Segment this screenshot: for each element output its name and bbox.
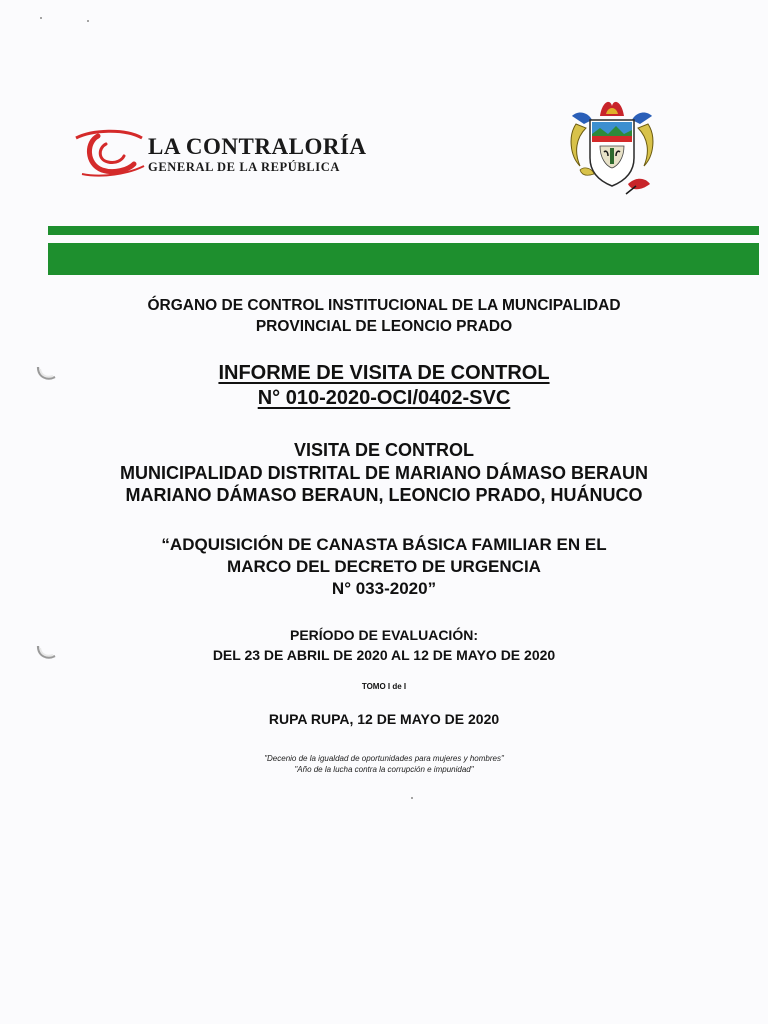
volume-label: TOMO I de I — [361, 682, 407, 691]
subject-block — [0, 534, 768, 600]
organ-line-1: ÓRGANO DE CONTROL INSTITUCIONAL DE LA MUNCIPALIDAD — [147, 297, 621, 314]
logo-subtitle: GENERAL DE LA REPÚBLICA — [148, 160, 340, 174]
contraloria-logo — [72, 128, 372, 180]
header-band-thick — [48, 243, 759, 275]
header-band-thin — [48, 226, 759, 235]
place-date: RUPA RUPA, 12 DE MAYO DE 2020 — [268, 711, 500, 727]
visit-block — [0, 439, 768, 507]
period-range: DEL 23 DE ABRIL DE 2020 AL 12 DE MAYO DE 2020 — [212, 647, 556, 663]
organ-line-2: PROVINCIAL DE LEONCIO PRADO — [255, 318, 513, 335]
subject-line-3: N° 033-2020” — [331, 579, 437, 598]
motto-line-1: "Decenio de la igualdad de oportunidades para mujeres y hombres" — [264, 754, 504, 763]
municipal-crest-icon — [566, 96, 658, 196]
visit-line-3: MARIANO DÁMASO BERAUN, LEONCIO PRADO, HUÁNUCO — [125, 485, 643, 505]
official-mottos — [0, 754, 768, 775]
scan-speck — [87, 20, 89, 22]
period-label: PERÍODO DE EVALUACIÓN: — [290, 627, 478, 643]
report-number: N° 010-2020-OCI/0402-SVC — [257, 387, 511, 409]
evaluation-period — [0, 625, 768, 665]
logo-title: LA CONTRALORÍA — [148, 134, 367, 159]
scan-speck — [40, 17, 42, 19]
control-organ-heading — [0, 295, 768, 337]
visit-line-2: MUNICIPALIDAD DISTRITAL DE MARIANO DÁMASO BERAUN — [120, 462, 648, 483]
contraloria-emblem-icon — [72, 128, 146, 178]
visit-line-1: VISITA DE CONTROL — [294, 440, 474, 460]
motto-line-2: "Año de la lucha contra la corrupción e impunidad" — [294, 764, 474, 774]
report-title-block — [0, 361, 768, 411]
report-title: INFORME DE VISITA DE CONTROL — [218, 362, 550, 384]
subject-line-2: MARCO DEL DECRETO DE URGENCIA — [227, 557, 541, 576]
subject-line-1: “ADQUISICIÓN DE CANASTA BÁSICA FAMILIAR EN EL — [161, 535, 607, 554]
scan-speck — [411, 797, 413, 799]
